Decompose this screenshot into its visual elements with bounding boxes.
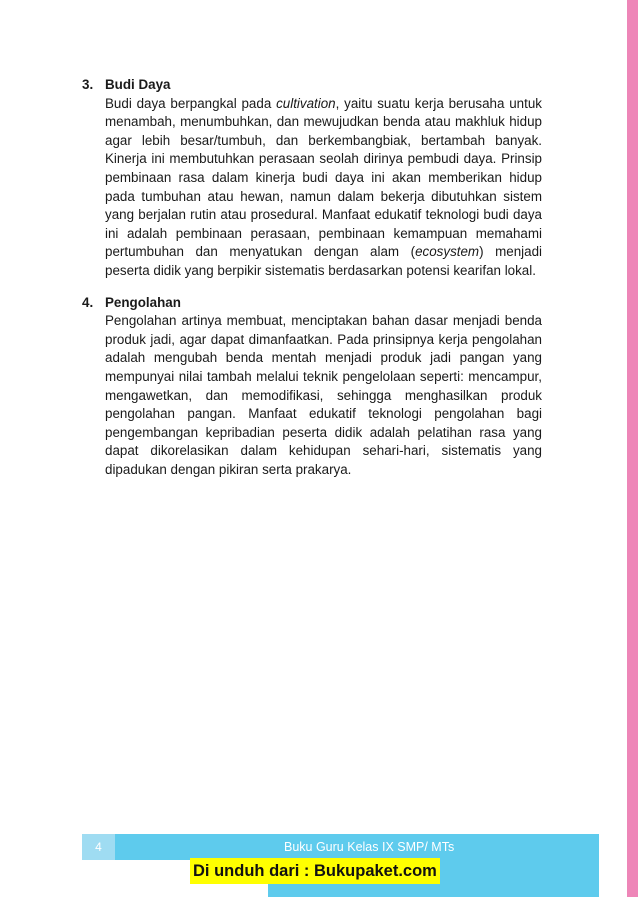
page-content [82,76,542,492]
section-budi-daya [82,76,542,281]
paragraph-text: , yaitu suatu kerja berusaha untuk menambah, menumbuhkan, dan mewujudkan benda atau makhluk hidup agar lebih besar/tumbuh, dan berkembangbiak, bertambah banyak. Kinerja ini membutuhkan perasaan seolah dirinya pembudi daya. Prinsip pembinaan rasa dalam kinerja budi daya ini akan memberikan hidup pada tumbuhan atau hewan, namun dalam bekerja dibutuhkan sistem yang berjalan rutin atau prosedural. Manfaat edukatif teknologi budi daya ini adalah pembinaan perasaan, pembinaan kemampuan memahami pertumbuhan dan menyatukan dengan alam ( [105,95,542,260]
section-title: Pengolahan [105,294,181,310]
section-heading [82,76,542,95]
book-title: Buku Guru Kelas IX SMP/ MTs [284,840,455,854]
pink-margin-strip [627,0,638,897]
section-paragraph [105,95,542,281]
section-number: 3. [82,77,94,92]
section-pengolahan [82,294,542,480]
section-title: Budi Daya [105,77,171,92]
page-number: 4 [82,834,115,860]
paragraph-text: Budi daya berpangkal pada [105,95,277,111]
download-source-note: Di unduh dari : Bukupaket.com [190,858,440,884]
italic-term: ecosystem [415,244,480,260]
paragraph-text: ) menjadi peserta didik yang berpikir sistematis berdasarkan potensi kearifan lokal. [105,244,542,278]
section-heading [82,294,542,313]
italic-term: cultivation [276,95,336,111]
section-number: 4. [82,294,94,310]
section-paragraph: Pengolahan artinya membuat, menciptakan bahan dasar menjadi benda produk jadi, agar dapat dimanfaatkan. Pada prinsipnya kerja pengolahan adalah mengubah benda mentah menjadi produk jadi pangan yang mempunyai nilai tambah melalui teknik pengelolaan seperti: mencampur, mengawetkan, dan memodifikasi, sehingga menghasilkan produk pengolahan pangan. Manfaat edukatif teknologi pengolahan bagi pengembangan kepribadian peserta didik adalah pelatihan rasa yang dapat dikorelasikan dalam kehidupan sehari-hari, sistematis yang dipadukan dengan pikiran serta prakarya. [105,313,542,477]
